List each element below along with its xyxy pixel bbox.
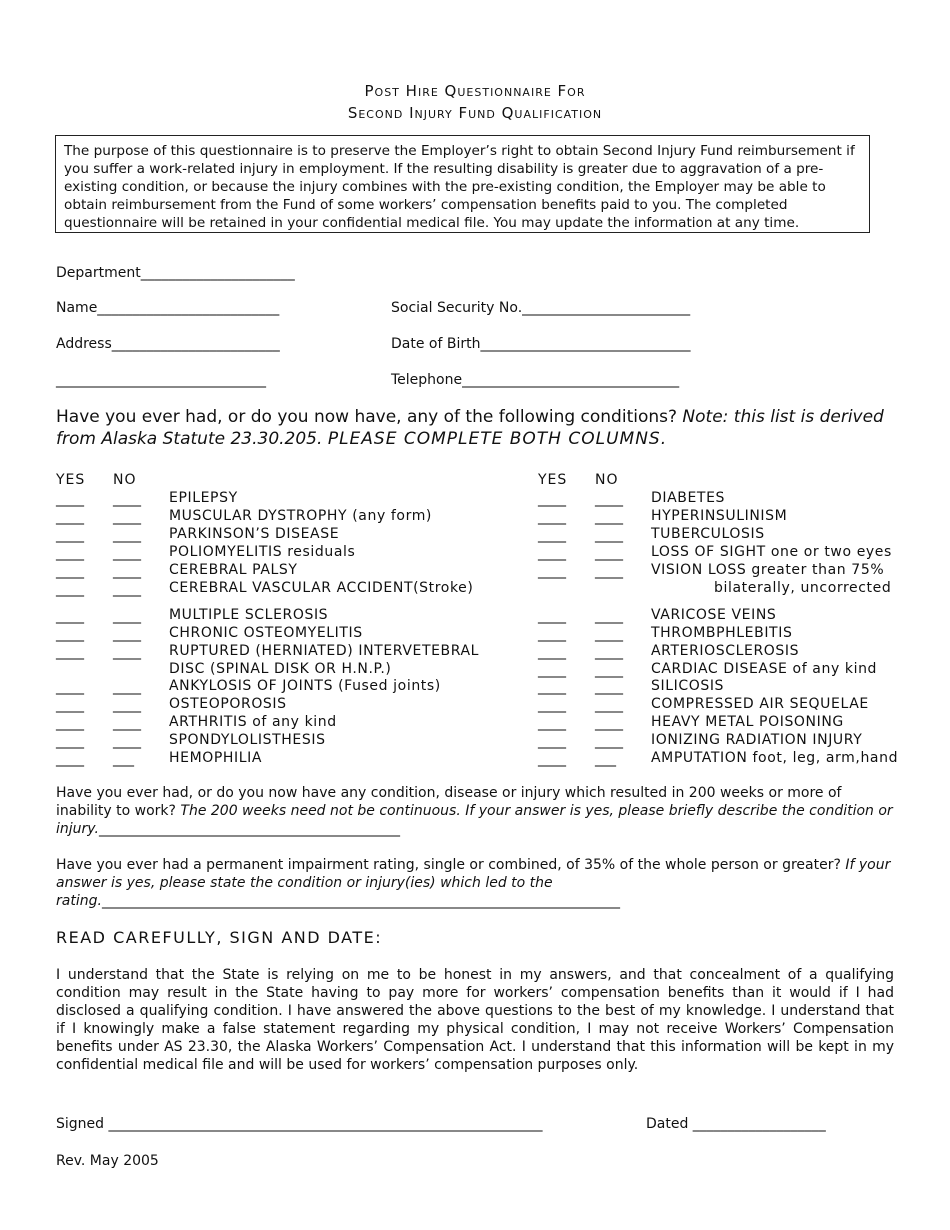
question-impairment-answer-line[interactable]: __________________________________________________________________________ [101, 893, 620, 909]
condition-label: MUSCULAR DYSTROPHY (any form) [169, 508, 432, 524]
declaration-text: I understand that the State is relying on me to be honest in my answers, and that concealment of a qualifying condition may result in the State having to pay more for workers’ compensation benefits than it would if I had disclosed a qualifying condition. I have answered the above questions to the best of my knowledge. I understand that if I knowingly make a false statement regarding my physical condition, I may not receive Workers’ Compensation benefits under AS 23.30, the Alaska Workers’ Compensation Act. I understand that this information will be kept in my confidential medical file and will be used for workers’ compensation purposes only. [56, 967, 894, 1073]
condition-label: VISION LOSS greater than 75% [651, 562, 885, 578]
yes-blank[interactable]: ____ [56, 563, 84, 579]
yes-blank[interactable]: ____ [56, 644, 84, 660]
yes-blank[interactable]: ____ [56, 527, 84, 543]
no-blank[interactable]: ____ [595, 644, 623, 660]
yes-blank[interactable]: ____ [56, 626, 84, 642]
yes-blank[interactable]: ____ [56, 509, 84, 525]
yes-blank[interactable]: ____ [56, 491, 84, 507]
revision-note: Rev. May 2005 [56, 1153, 159, 1169]
yes-blank[interactable]: ____ [538, 491, 566, 507]
statute-note: Note: this list is derived from Alaska Statute 23.30.205. [56, 407, 884, 449]
yes-blank[interactable]: ____ [56, 545, 84, 561]
no-blank[interactable]: ____ [595, 509, 623, 525]
no-blank[interactable]: ____ [595, 626, 623, 642]
yes-blank[interactable]: ____ [538, 563, 566, 579]
no-blank[interactable]: ____ [113, 563, 141, 579]
condition-label: CARDIAC DISEASE of any kind [651, 661, 878, 677]
yes-blank[interactable]: ____ [538, 626, 566, 642]
yes-blank[interactable]: ____ [56, 715, 84, 731]
yes-blank[interactable]: ____ [538, 662, 566, 678]
question-200-weeks-instruction: The 200 weeks need not be continuous. If your answer is yes, please briefly describe the condition or injury. [56, 803, 893, 837]
question-impairment-instruction: If your answer is yes, please state the condition or injury(ies) which led to the rating. [56, 857, 891, 909]
no-blank[interactable]: ____ [113, 679, 141, 695]
yes-blank[interactable]: ____ [538, 545, 566, 561]
condition-label: HYPERINSULINISM [651, 508, 788, 524]
conditions-question [56, 406, 901, 450]
complete-both-columns-instruction: PLEASE COMPLETE BOTH COLUMNS. [327, 429, 668, 449]
no-blank[interactable]: ____ [595, 679, 623, 695]
yes-blank[interactable]: ____ [538, 679, 566, 695]
date-field[interactable]: Dated ___________________ [646, 1116, 826, 1132]
department-field[interactable]: Department______________________ [56, 265, 295, 281]
no-blank[interactable]: ____ [113, 715, 141, 731]
no-blank[interactable]: ____ [595, 608, 623, 624]
yes-blank[interactable]: ____ [56, 581, 84, 597]
yes-blank[interactable]: ____ [538, 644, 566, 660]
no-blank[interactable]: ____ [595, 697, 623, 713]
condition-label: ARTHRITIS of any kind [169, 714, 337, 730]
no-blank[interactable]: ____ [113, 608, 141, 624]
no-blank[interactable]: ____ [113, 527, 141, 543]
no-blank[interactable]: ____ [595, 527, 623, 543]
yes-blank[interactable]: ____ [538, 715, 566, 731]
address-field[interactable]: Address________________________ [56, 336, 280, 352]
no-blank[interactable]: ____ [595, 491, 623, 507]
condition-label: CEREBRAL PALSY [169, 562, 298, 578]
condition-label: DISC (SPINAL DISK OR H.N.P.) [169, 661, 392, 677]
yes-blank[interactable]: ____ [538, 527, 566, 543]
right-no-header: NO [595, 472, 619, 488]
left-yes-header: YES [56, 472, 86, 488]
condition-label: CHRONIC OSTEOMYELITIS [169, 625, 363, 641]
conditions-question-text: Have you ever had, or do you now have, any of the following conditions? [56, 407, 678, 427]
question-impairment [56, 856, 896, 910]
condition-label: CEREBRAL VASCULAR ACCIDENT(Stroke) [169, 580, 474, 596]
question-200-weeks-answer-line[interactable]: ___________________________________________ [98, 821, 400, 837]
left-no-header: NO [113, 472, 137, 488]
condition-label: ANKYLOSIS OF JOINTS (Fused joints) [169, 678, 441, 694]
signature-field[interactable]: Signed ______________________________________________________________ [56, 1116, 543, 1132]
address-line-2-field[interactable]: ______________________________ [56, 372, 266, 388]
condition-label: HEMOPHILIA [169, 750, 263, 766]
no-blank[interactable]: ____ [113, 491, 141, 507]
condition-label: HEAVY METAL POISONING [651, 714, 844, 730]
no-blank[interactable]: ____ [113, 509, 141, 525]
no-blank[interactable]: ____ [113, 733, 141, 749]
condition-label: VARICOSE VEINS [651, 607, 777, 623]
condition-label: bilaterally, uncorrected [714, 580, 892, 596]
condition-label: RUPTURED (HERNIATED) INTERVETEBRAL [169, 643, 480, 659]
condition-label: PARKINSON’S DISEASE [169, 526, 340, 542]
question-200-weeks-text: Have you ever had, or do you now have any condition, disease or injury which resulted in 200 weeks or more of inability to work? [56, 785, 842, 819]
no-blank[interactable]: ____ [595, 662, 623, 678]
no-blank[interactable]: ____ [595, 733, 623, 749]
yes-blank[interactable]: ____ [56, 697, 84, 713]
no-blank[interactable]: ____ [113, 545, 141, 561]
condition-label: IONIZING RADIATION INJURY [651, 732, 863, 748]
yes-blank[interactable]: ____ [538, 608, 566, 624]
date-of-birth-field[interactable]: Date of Birth______________________________ [391, 336, 691, 352]
condition-label: THROMBPHLEBITIS [651, 625, 793, 641]
yes-blank[interactable]: ____ [538, 733, 566, 749]
telephone-field[interactable]: Telephone_______________________________ [391, 372, 680, 388]
ssn-field[interactable]: Social Security No.________________________ [391, 300, 691, 316]
condition-label: OSTEOPOROSIS [169, 696, 287, 712]
read-carefully-heading: READ CAREFULLY, SIGN AND DATE: [56, 928, 383, 947]
yes-blank[interactable]: ____ [56, 751, 84, 767]
yes-blank[interactable]: ____ [56, 679, 84, 695]
no-blank[interactable]: ____ [113, 581, 141, 597]
condition-label: SILICOSIS [651, 678, 725, 694]
form-title-line-2: Second Injury Fund Qualification [347, 104, 603, 122]
purpose-statement: The purpose of this questionnaire is to preserve the Employer’s right to obtain Second Injury Fund reimbursement if you suffer a work-related injury in employment. If the resulting disability is greater due to aggravation of a pre-existing condition, or because the injury combines with the pre-existing condition, the Employer may be able to obtain reimbursement from the Fund of some workers’ compensation benefits paid to you. The completed questionnaire will be retained in your confidential medical file. You may update the information at any time. [55, 135, 870, 233]
no-blank[interactable]: ____ [113, 626, 141, 642]
no-blank[interactable]: ____ [113, 644, 141, 660]
no-blank[interactable]: ____ [113, 697, 141, 713]
no-blank[interactable]: ___ [113, 751, 134, 767]
no-blank[interactable]: ____ [595, 563, 623, 579]
yes-blank[interactable]: ____ [538, 697, 566, 713]
yes-blank[interactable]: ____ [56, 733, 84, 749]
condition-label: LOSS OF SIGHT one or two eyes [651, 544, 892, 560]
condition-label: SPONDYLOLISTHESIS [169, 732, 326, 748]
form-title-line-1: Post Hire Questionnaire For [364, 82, 586, 100]
condition-label: AMPUTATION foot, leg, arm,hand [651, 750, 899, 766]
question-impairment-text: Have you ever had a permanent impairment rating, single or combined, of 35% of the whole person or greater? [56, 857, 841, 873]
no-blank[interactable]: ____ [595, 715, 623, 731]
right-yes-header: YES [538, 472, 568, 488]
condition-label: DIABETES [651, 490, 726, 506]
yes-blank[interactable]: ____ [538, 751, 566, 767]
condition-label: POLIOMYELITIS residuals [169, 544, 356, 560]
condition-label: EPILEPSY [169, 490, 238, 506]
condition-label: ARTERIOSCLEROSIS [651, 643, 800, 659]
condition-label: MULTIPLE SCLEROSIS [169, 607, 329, 623]
yes-blank[interactable]: ____ [56, 608, 84, 624]
question-200-weeks [56, 784, 896, 838]
no-blank[interactable]: ___ [595, 751, 616, 767]
condition-label: COMPRESSED AIR SEQUELAE [651, 696, 869, 712]
yes-blank[interactable]: ____ [538, 509, 566, 525]
no-blank[interactable]: ____ [595, 545, 623, 561]
condition-label: TUBERCULOSIS [651, 526, 765, 542]
name-field[interactable]: Name__________________________ [56, 300, 280, 316]
